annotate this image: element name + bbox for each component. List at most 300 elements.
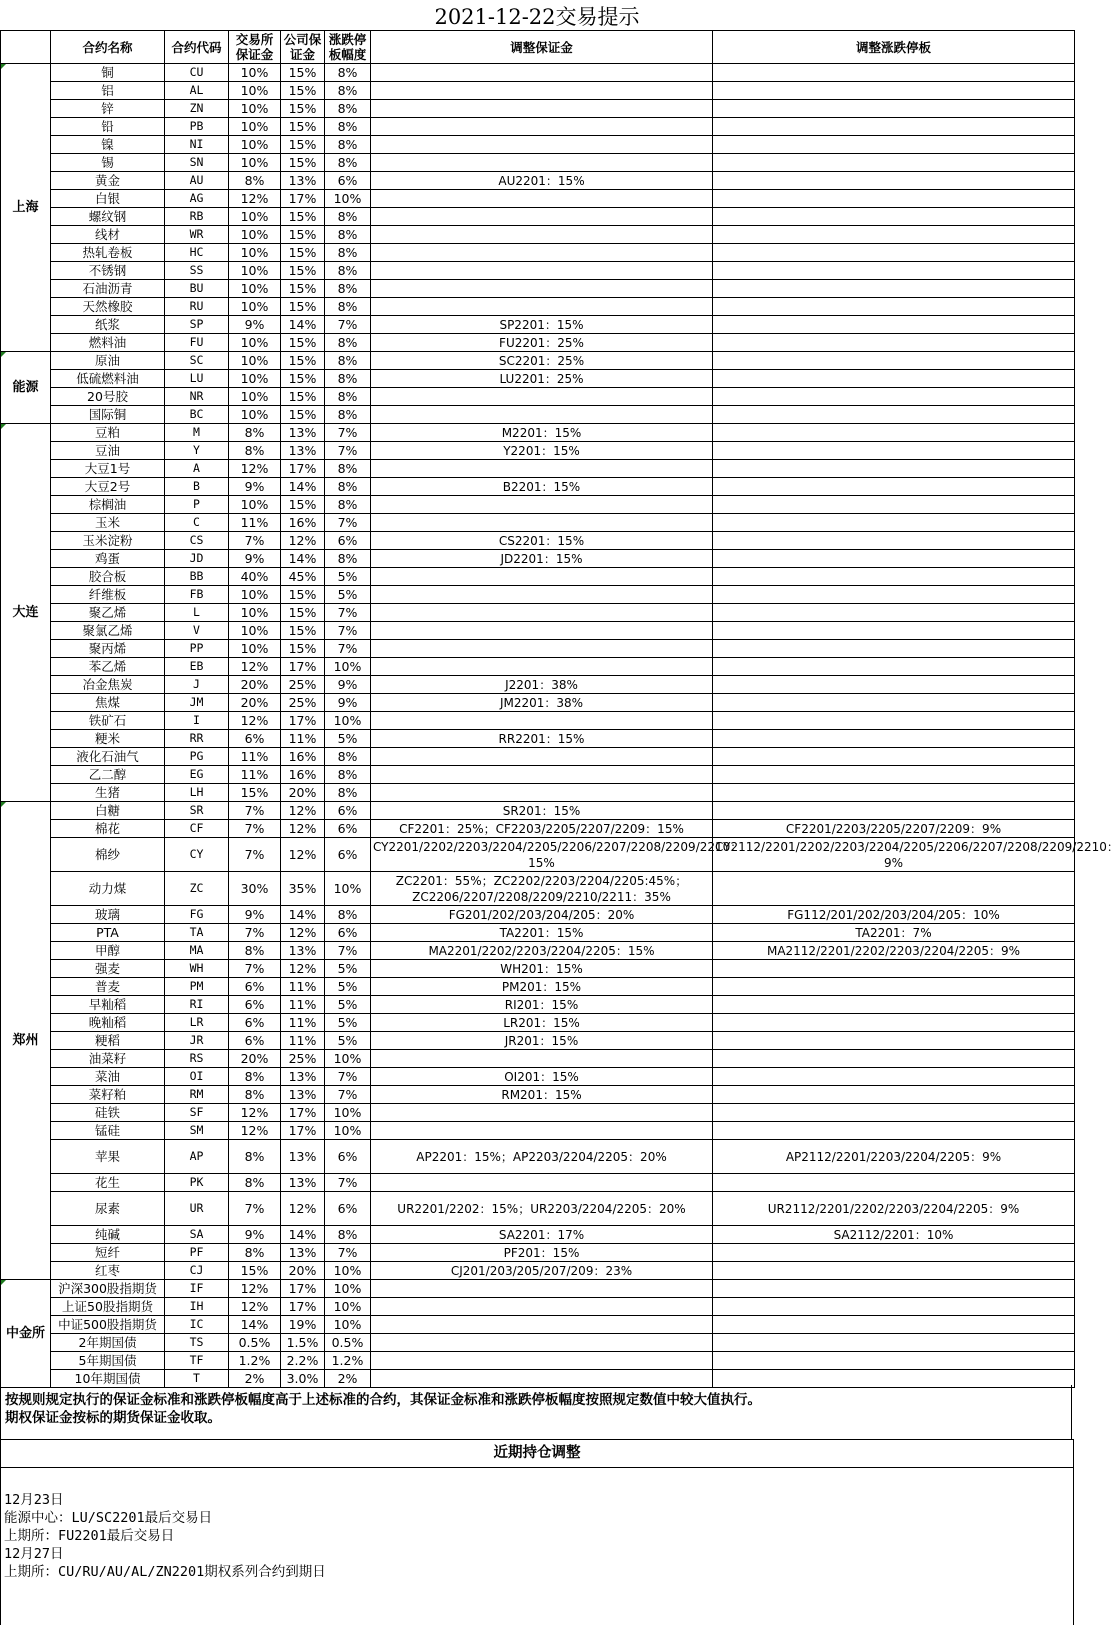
contract-name-cell: 铝 bbox=[51, 82, 165, 100]
exchange-margin-cell: 10% bbox=[229, 406, 281, 424]
limit-cell: 8% bbox=[325, 226, 371, 244]
adjust-limit-cell bbox=[713, 514, 1075, 532]
table-row bbox=[1, 532, 1075, 550]
contract-name-cell: 棕榈油 bbox=[51, 496, 165, 514]
header-code: 合约代码 bbox=[165, 31, 229, 64]
table-row bbox=[1, 388, 1075, 406]
company-margin-cell: 14% bbox=[281, 906, 325, 924]
adjust-margin-cell bbox=[371, 1316, 713, 1334]
adjust-margin-cell bbox=[371, 784, 713, 802]
adjust-margin-cell bbox=[371, 748, 713, 766]
adjust-limit-cell bbox=[713, 1174, 1075, 1192]
adjust-margin-cell: B2201：15% bbox=[371, 478, 713, 496]
contract-code-cell: I bbox=[165, 712, 229, 730]
exchange-margin-cell: 10% bbox=[229, 352, 281, 370]
exchange-margin-cell: 9% bbox=[229, 1226, 281, 1244]
adjust-margin-cell bbox=[371, 190, 713, 208]
limit-cell: 8% bbox=[325, 1226, 371, 1244]
table-row bbox=[1, 1334, 1075, 1352]
contract-code-cell: OI bbox=[165, 1068, 229, 1086]
company-margin-cell: 13% bbox=[281, 1086, 325, 1104]
exchange-margin-cell: 15% bbox=[229, 1262, 281, 1280]
adjust-limit-cell bbox=[713, 872, 1075, 906]
contract-name-cell: 早籼稻 bbox=[51, 996, 165, 1014]
adjust-limit-cell bbox=[713, 82, 1075, 100]
contract-name-cell: 菜油 bbox=[51, 1068, 165, 1086]
contract-name-cell: 棉纱 bbox=[51, 838, 165, 872]
company-margin-cell: 15% bbox=[281, 586, 325, 604]
exchange-margin-cell: 10% bbox=[229, 118, 281, 136]
limit-cell: 8% bbox=[325, 352, 371, 370]
contract-name-cell: 油菜籽 bbox=[51, 1050, 165, 1068]
table-row bbox=[1, 172, 1075, 190]
header-exchange-margin: 交易所保证金 bbox=[229, 31, 281, 64]
exchange-margin-cell: 8% bbox=[229, 942, 281, 960]
exchange-margin-cell: 10% bbox=[229, 604, 281, 622]
limit-cell: 10% bbox=[325, 1104, 371, 1122]
contract-name-cell: 2年期国债 bbox=[51, 1334, 165, 1352]
contract-name-cell: 铁矿石 bbox=[51, 712, 165, 730]
contract-code-cell: P bbox=[165, 496, 229, 514]
table-row bbox=[1, 460, 1075, 478]
adjust-margin-cell: JM2201：38% bbox=[371, 694, 713, 712]
contract-name-cell: 白糖 bbox=[51, 802, 165, 820]
adjust-margin-cell: CS2201：15% bbox=[371, 532, 713, 550]
recent-line: 能源中心：LU/SC2201最后交易日 bbox=[4, 1510, 213, 1526]
limit-cell: 10% bbox=[325, 872, 371, 906]
adjust-margin-cell bbox=[371, 622, 713, 640]
adjust-margin-cell bbox=[371, 1352, 713, 1370]
limit-cell: 8% bbox=[325, 370, 371, 388]
adjust-limit-cell bbox=[713, 1050, 1075, 1068]
contract-code-cell: IF bbox=[165, 1280, 229, 1298]
contract-name-cell: 螺纹钢 bbox=[51, 208, 165, 226]
table-header-row bbox=[1, 31, 1075, 64]
exchange-margin-cell: 20% bbox=[229, 1050, 281, 1068]
limit-cell: 1.2% bbox=[325, 1352, 371, 1370]
contract-code-cell: PG bbox=[165, 748, 229, 766]
company-margin-cell: 2.2% bbox=[281, 1352, 325, 1370]
table-row bbox=[1, 226, 1075, 244]
exchange-margin-cell: 10% bbox=[229, 244, 281, 262]
limit-cell: 6% bbox=[325, 924, 371, 942]
company-margin-cell: 12% bbox=[281, 960, 325, 978]
exchange-margin-cell: 12% bbox=[229, 658, 281, 676]
exchange-margin-cell: 40% bbox=[229, 568, 281, 586]
contract-code-cell: LR bbox=[165, 1014, 229, 1032]
table-row bbox=[1, 64, 1075, 82]
company-margin-cell: 15% bbox=[281, 640, 325, 658]
contract-name-cell: 玉米淀粉 bbox=[51, 532, 165, 550]
adjust-margin-cell: J2201：38% bbox=[371, 676, 713, 694]
company-margin-cell: 15% bbox=[281, 136, 325, 154]
limit-cell: 8% bbox=[325, 154, 371, 172]
adjust-limit-cell bbox=[713, 1104, 1075, 1122]
company-margin-cell: 14% bbox=[281, 316, 325, 334]
limit-cell: 8% bbox=[325, 406, 371, 424]
contract-name-cell: 国际铜 bbox=[51, 406, 165, 424]
contract-code-cell: HC bbox=[165, 244, 229, 262]
contract-name-cell: 聚丙烯 bbox=[51, 640, 165, 658]
exchange-margin-cell: 11% bbox=[229, 766, 281, 784]
exchange-margin-cell: 11% bbox=[229, 514, 281, 532]
contract-code-cell: NR bbox=[165, 388, 229, 406]
limit-cell: 8% bbox=[325, 460, 371, 478]
exchange-margin-cell: 7% bbox=[229, 960, 281, 978]
company-margin-cell: 19% bbox=[281, 1316, 325, 1334]
adjust-limit-cell bbox=[713, 978, 1075, 996]
contract-name-cell: 线材 bbox=[51, 226, 165, 244]
adjust-margin-cell bbox=[371, 1334, 713, 1352]
adjust-limit-cell bbox=[713, 622, 1075, 640]
contract-code-cell: NI bbox=[165, 136, 229, 154]
contract-code-cell: IC bbox=[165, 1316, 229, 1334]
adjust-margin-cell bbox=[371, 1280, 713, 1298]
exchange-margin-cell: 1.2% bbox=[229, 1352, 281, 1370]
table-row bbox=[1, 766, 1075, 784]
limit-cell: 7% bbox=[325, 1068, 371, 1086]
table-row bbox=[1, 568, 1075, 586]
contract-code-cell: V bbox=[165, 622, 229, 640]
table-row bbox=[1, 640, 1075, 658]
contract-code-cell: BB bbox=[165, 568, 229, 586]
recent-line: 12月23日 bbox=[4, 1492, 64, 1508]
limit-cell: 8% bbox=[325, 82, 371, 100]
exchange-margin-cell: 30% bbox=[229, 872, 281, 906]
adjust-margin-cell bbox=[371, 388, 713, 406]
notes-section bbox=[0, 1385, 1072, 1439]
contract-name-cell: PTA bbox=[51, 924, 165, 942]
limit-cell: 6% bbox=[325, 820, 371, 838]
contract-name-cell: 锡 bbox=[51, 154, 165, 172]
exchange-margin-cell: 10% bbox=[229, 82, 281, 100]
exchange-margin-cell: 7% bbox=[229, 820, 281, 838]
contract-code-cell: AG bbox=[165, 190, 229, 208]
limit-cell: 7% bbox=[325, 640, 371, 658]
contract-code-cell: SR bbox=[165, 802, 229, 820]
table-row bbox=[1, 280, 1075, 298]
contract-name-cell: 短纤 bbox=[51, 1244, 165, 1262]
company-margin-cell: 15% bbox=[281, 352, 325, 370]
exchange-margin-cell: 11% bbox=[229, 748, 281, 766]
contract-code-cell: IH bbox=[165, 1298, 229, 1316]
contract-code-cell: FU bbox=[165, 334, 229, 352]
limit-cell: 10% bbox=[325, 1262, 371, 1280]
table-row bbox=[1, 1068, 1075, 1086]
exchange-margin-cell: 6% bbox=[229, 978, 281, 996]
adjust-limit-cell bbox=[713, 586, 1075, 604]
contract-name-cell: 硅铁 bbox=[51, 1104, 165, 1122]
contract-code-cell: RB bbox=[165, 208, 229, 226]
table-row bbox=[1, 1316, 1075, 1334]
exchange-margin-cell: 10% bbox=[229, 226, 281, 244]
company-margin-cell: 15% bbox=[281, 64, 325, 82]
adjust-limit-cell bbox=[713, 136, 1075, 154]
contract-name-cell: 鸡蛋 bbox=[51, 550, 165, 568]
limit-cell: 8% bbox=[325, 280, 371, 298]
company-margin-cell: 11% bbox=[281, 1014, 325, 1032]
contract-code-cell: CU bbox=[165, 64, 229, 82]
contract-name-cell: 强麦 bbox=[51, 960, 165, 978]
company-margin-cell: 15% bbox=[281, 244, 325, 262]
adjust-margin-cell bbox=[371, 100, 713, 118]
table-row bbox=[1, 622, 1075, 640]
table-row bbox=[1, 1086, 1075, 1104]
table-row bbox=[1, 82, 1075, 100]
adjust-limit-cell bbox=[713, 550, 1075, 568]
company-margin-cell: 15% bbox=[281, 208, 325, 226]
adjust-margin-cell: CJ201/203/205/207/209：23% bbox=[371, 1262, 713, 1280]
company-margin-cell: 17% bbox=[281, 1122, 325, 1140]
company-margin-cell: 15% bbox=[281, 100, 325, 118]
contract-code-cell: J bbox=[165, 676, 229, 694]
table-row bbox=[1, 748, 1075, 766]
adjust-limit-cell bbox=[713, 604, 1075, 622]
limit-cell: 0.5% bbox=[325, 1334, 371, 1352]
adjust-limit-cell: FG112/201/202/203/204/205：10% bbox=[713, 906, 1075, 924]
adjust-limit-cell bbox=[713, 658, 1075, 676]
contract-code-cell: SN bbox=[165, 154, 229, 172]
company-margin-cell: 12% bbox=[281, 802, 325, 820]
contract-name-cell: 晚籼稻 bbox=[51, 1014, 165, 1032]
table-row bbox=[1, 1352, 1075, 1370]
adjust-margin-cell: M2201：15% bbox=[371, 424, 713, 442]
recent-line: 12月27日 bbox=[4, 1546, 64, 1562]
contract-name-cell: 大豆1号 bbox=[51, 460, 165, 478]
table-body bbox=[1, 64, 1119, 1388]
company-margin-cell: 12% bbox=[281, 820, 325, 838]
company-margin-cell: 15% bbox=[281, 118, 325, 136]
adjust-margin-cell bbox=[371, 136, 713, 154]
exchange-margin-cell: 7% bbox=[229, 802, 281, 820]
table-row bbox=[1, 424, 1075, 442]
limit-cell: 7% bbox=[325, 424, 371, 442]
contract-code-cell: FG bbox=[165, 906, 229, 924]
exchange-margin-cell: 7% bbox=[229, 924, 281, 942]
exchange-margin-cell: 10% bbox=[229, 334, 281, 352]
contract-code-cell: AL bbox=[165, 82, 229, 100]
adjust-limit-cell bbox=[713, 1280, 1075, 1298]
company-margin-cell: 13% bbox=[281, 424, 325, 442]
contract-code-cell: ZC bbox=[165, 872, 229, 906]
adjust-limit-cell bbox=[713, 496, 1075, 514]
exchange-margin-cell: 6% bbox=[229, 730, 281, 748]
exchange-cell: 大连 bbox=[1, 424, 51, 802]
adjust-margin-cell: RM201：15% bbox=[371, 1086, 713, 1104]
adjust-limit-cell: CY2112/2201/2202/2203/2204/2205/2206/2207/2208/2209/2210：9% bbox=[713, 838, 1075, 872]
limit-cell: 8% bbox=[325, 748, 371, 766]
exchange-margin-cell: 10% bbox=[229, 298, 281, 316]
adjust-limit-cell bbox=[713, 478, 1075, 496]
adjust-margin-cell: SR201：15% bbox=[371, 802, 713, 820]
header-company-margin: 公司保证金 bbox=[281, 31, 325, 64]
contract-code-cell: CY bbox=[165, 838, 229, 872]
page-title: 2021-12-22交易提示 bbox=[434, 5, 640, 29]
adjust-margin-cell: OI201：15% bbox=[371, 1068, 713, 1086]
company-margin-cell: 20% bbox=[281, 1262, 325, 1280]
adjust-limit-cell bbox=[713, 172, 1075, 190]
table-row bbox=[1, 496, 1075, 514]
table-row bbox=[1, 352, 1075, 370]
contract-code-cell: Y bbox=[165, 442, 229, 460]
exchange-cell: 能源 bbox=[1, 352, 51, 424]
exchange-margin-cell: 10% bbox=[229, 100, 281, 118]
limit-cell: 8% bbox=[325, 262, 371, 280]
contract-name-cell: 焦煤 bbox=[51, 694, 165, 712]
adjust-limit-cell bbox=[713, 1316, 1075, 1334]
adjust-margin-cell bbox=[371, 406, 713, 424]
contract-code-cell: M bbox=[165, 424, 229, 442]
adjust-margin-cell: LR201：15% bbox=[371, 1014, 713, 1032]
adjust-margin-cell bbox=[371, 604, 713, 622]
limit-cell: 5% bbox=[325, 730, 371, 748]
exchange-margin-cell: 7% bbox=[229, 838, 281, 872]
adjust-limit-cell bbox=[713, 766, 1075, 784]
limit-cell: 8% bbox=[325, 244, 371, 262]
table-row bbox=[1, 924, 1075, 942]
table-row bbox=[1, 118, 1075, 136]
adjust-limit-cell bbox=[713, 1032, 1075, 1050]
table-row bbox=[1, 978, 1075, 996]
table-row bbox=[1, 604, 1075, 622]
adjust-limit-cell bbox=[713, 960, 1075, 978]
company-margin-cell: 3.0% bbox=[281, 1370, 325, 1388]
company-margin-cell: 16% bbox=[281, 748, 325, 766]
contract-code-cell: MA bbox=[165, 942, 229, 960]
exchange-margin-cell: 8% bbox=[229, 442, 281, 460]
adjust-limit-cell bbox=[713, 208, 1075, 226]
company-margin-cell: 15% bbox=[281, 154, 325, 172]
limit-cell: 10% bbox=[325, 190, 371, 208]
adjust-limit-cell bbox=[713, 424, 1075, 442]
contract-code-cell: SP bbox=[165, 316, 229, 334]
contract-name-cell: 聚氯乙烯 bbox=[51, 622, 165, 640]
contract-name-cell: 红枣 bbox=[51, 1262, 165, 1280]
adjust-margin-cell bbox=[371, 1050, 713, 1068]
adjust-margin-cell bbox=[371, 496, 713, 514]
adjust-margin-cell bbox=[371, 298, 713, 316]
adjust-margin-cell bbox=[371, 64, 713, 82]
adjust-margin-cell bbox=[371, 208, 713, 226]
limit-cell: 5% bbox=[325, 586, 371, 604]
table-row bbox=[1, 550, 1075, 568]
exchange-margin-cell: 10% bbox=[229, 64, 281, 82]
company-margin-cell: 16% bbox=[281, 514, 325, 532]
note-line: 期权保证金按标的期货保证金收取。 bbox=[5, 1410, 221, 1426]
contract-code-cell: JM bbox=[165, 694, 229, 712]
limit-cell: 8% bbox=[325, 100, 371, 118]
adjust-limit-cell bbox=[713, 748, 1075, 766]
exchange-margin-cell: 10% bbox=[229, 280, 281, 298]
company-margin-cell: 15% bbox=[281, 406, 325, 424]
table-row bbox=[1, 370, 1075, 388]
contract-name-cell: 白银 bbox=[51, 190, 165, 208]
table-row bbox=[1, 208, 1075, 226]
table-row bbox=[1, 100, 1075, 118]
company-margin-cell: 14% bbox=[281, 1226, 325, 1244]
exchange-margin-cell: 8% bbox=[229, 1140, 281, 1174]
contract-name-cell: 粳稻 bbox=[51, 1032, 165, 1050]
contract-name-cell: 聚乙烯 bbox=[51, 604, 165, 622]
limit-cell: 8% bbox=[325, 496, 371, 514]
limit-cell: 7% bbox=[325, 604, 371, 622]
adjust-limit-cell bbox=[713, 1086, 1075, 1104]
limit-cell: 7% bbox=[325, 622, 371, 640]
limit-cell: 7% bbox=[325, 514, 371, 532]
contract-code-cell: TS bbox=[165, 1334, 229, 1352]
limit-cell: 6% bbox=[325, 1140, 371, 1174]
adjust-margin-cell bbox=[371, 1122, 713, 1140]
company-margin-cell: 14% bbox=[281, 478, 325, 496]
exchange-margin-cell: 2% bbox=[229, 1370, 281, 1388]
limit-cell: 8% bbox=[325, 208, 371, 226]
adjust-limit-cell bbox=[713, 1014, 1075, 1032]
limit-cell: 7% bbox=[325, 1244, 371, 1262]
header-exchange bbox=[1, 31, 51, 64]
contract-code-cell: EG bbox=[165, 766, 229, 784]
company-margin-cell: 15% bbox=[281, 262, 325, 280]
company-margin-cell: 14% bbox=[281, 550, 325, 568]
limit-cell: 5% bbox=[325, 996, 371, 1014]
contract-name-cell: 普麦 bbox=[51, 978, 165, 996]
exchange-margin-cell: 6% bbox=[229, 996, 281, 1014]
adjust-margin-cell bbox=[371, 1174, 713, 1192]
adjust-margin-cell: JR201：15% bbox=[371, 1032, 713, 1050]
limit-cell: 10% bbox=[325, 1298, 371, 1316]
limit-cell: 6% bbox=[325, 838, 371, 872]
exchange-margin-cell: 10% bbox=[229, 208, 281, 226]
contract-code-cell: SS bbox=[165, 262, 229, 280]
contract-code-cell: CS bbox=[165, 532, 229, 550]
contract-name-cell: 豆油 bbox=[51, 442, 165, 460]
adjust-limit-cell bbox=[713, 280, 1075, 298]
contract-name-cell: 苹果 bbox=[51, 1140, 165, 1174]
company-margin-cell: 16% bbox=[281, 766, 325, 784]
contract-name-cell: 铅 bbox=[51, 118, 165, 136]
adjust-margin-cell: SC2201：25% bbox=[371, 352, 713, 370]
company-margin-cell: 11% bbox=[281, 996, 325, 1014]
adjust-limit-cell: AP2112/2201/2203/2204/2205：9% bbox=[713, 1140, 1075, 1174]
exchange-margin-cell: 8% bbox=[229, 424, 281, 442]
table-row bbox=[1, 838, 1075, 872]
exchange-margin-cell: 8% bbox=[229, 1174, 281, 1192]
table-row bbox=[1, 996, 1075, 1014]
adjust-limit-cell bbox=[713, 1068, 1075, 1086]
adjust-margin-cell: JD2201：15% bbox=[371, 550, 713, 568]
table-row bbox=[1, 334, 1075, 352]
contract-code-cell: WH bbox=[165, 960, 229, 978]
adjust-limit-cell bbox=[713, 352, 1075, 370]
company-margin-cell: 17% bbox=[281, 1280, 325, 1298]
contract-name-cell: 燃料油 bbox=[51, 334, 165, 352]
limit-cell: 8% bbox=[325, 388, 371, 406]
contract-name-cell: 原油 bbox=[51, 352, 165, 370]
exchange-margin-cell: 10% bbox=[229, 586, 281, 604]
adjust-margin-cell: PM201：15% bbox=[371, 978, 713, 996]
contract-code-cell: PM bbox=[165, 978, 229, 996]
contract-code-cell: JD bbox=[165, 550, 229, 568]
adjust-limit-cell bbox=[713, 370, 1075, 388]
limit-cell: 8% bbox=[325, 478, 371, 496]
contract-code-cell: T bbox=[165, 1370, 229, 1388]
contract-code-cell: PK bbox=[165, 1174, 229, 1192]
contract-code-cell: RU bbox=[165, 298, 229, 316]
limit-cell: 10% bbox=[325, 658, 371, 676]
contract-name-cell: 棉花 bbox=[51, 820, 165, 838]
company-margin-cell: 25% bbox=[281, 694, 325, 712]
contract-name-cell: 中证500股指期货 bbox=[51, 1316, 165, 1334]
table-row bbox=[1, 802, 1075, 820]
